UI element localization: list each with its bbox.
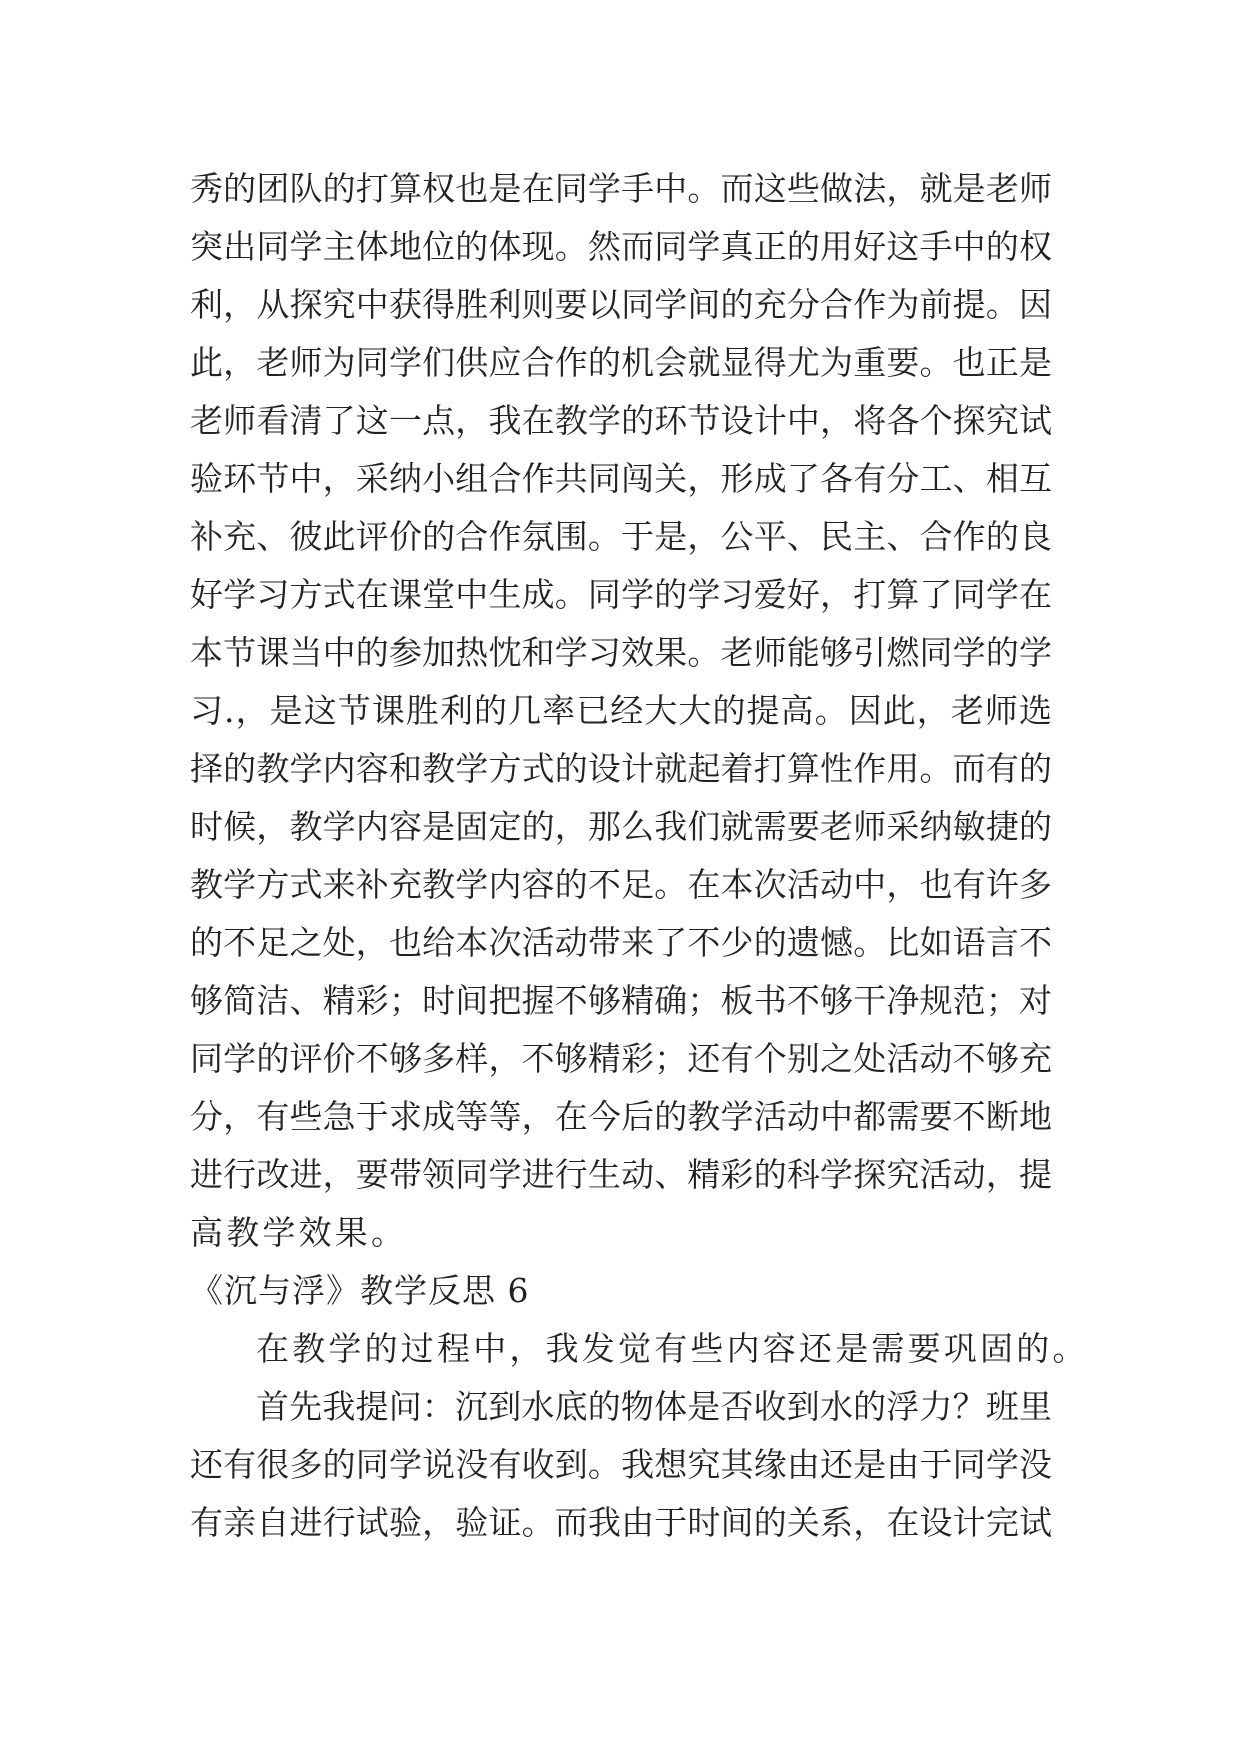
- paragraph-line: 补充、彼此评价的合作氛围。于是，公平、民主、合作的良: [190, 517, 1052, 556]
- paragraph-line: 高教学效果。: [190, 1213, 408, 1252]
- paragraph-2: [190, 1378, 1052, 1552]
- continued-paragraph: [190, 160, 1052, 1262]
- document-body: [190, 160, 1089, 1552]
- paragraph-line: 利，从探究中获得胜利则要以同学间的充分合作为前提。因: [190, 285, 1052, 324]
- paragraph-line: 教学方式来补充教学内容的不足。在本次活动中，也有许多: [190, 865, 1052, 904]
- paragraph-line: 本节课当中的参加热忱和学习效果。老师能够引燃同学的学: [190, 633, 1052, 672]
- paragraph-line: 同学的评价不够多样，不够精彩；还有个别之处活动不够充: [190, 1039, 1052, 1078]
- section-title: 《沉与浮》教学反思 6: [190, 1271, 530, 1310]
- paragraph-line: 突出同学主体地位的体现。然而同学真正的用好这手中的权: [190, 227, 1052, 266]
- paragraph-1: 在教学的过程中，我发觉有些内容还是需要巩固的。: [256, 1329, 1089, 1368]
- paragraph-line: 验环节中，采纳小组合作共同闯关，形成了各有分工、相互: [190, 459, 1052, 498]
- paragraph-line: 首先我提问：沉到水底的物体是否收到水的浮力？班里: [256, 1387, 1052, 1426]
- paragraph-line: 时候，教学内容是固定的，那么我们就需要老师采纳敏捷的: [190, 807, 1052, 846]
- paragraph-line: 分，有些急于求成等等，在今后的教学活动中都需要不断地: [190, 1097, 1052, 1136]
- paragraph-line: 老师看清了这一点，我在教学的环节设计中，将各个探究试: [190, 401, 1052, 440]
- paragraph-line: 够简洁、精彩；时间把握不够精确；板书不够干净规范；对: [190, 981, 1052, 1020]
- paragraph-line: 有亲自进行试验，验证。而我由于时间的关系，在设计完试: [190, 1503, 1052, 1542]
- paragraph-line: 好学习方式在课堂中生成。同学的学习爱好，打算了同学在: [190, 575, 1052, 614]
- paragraph-line: 还有很多的同学说没有收到。我想究其缘由还是由于同学没: [190, 1445, 1052, 1484]
- paragraph-line: 进行改进，要带领同学进行生动、精彩的科学探究活动，提: [190, 1155, 1052, 1194]
- paragraph-line: 秀的团队的打算权也是在同学手中。而这些做法，就是老师: [190, 169, 1052, 208]
- paragraph-line: 此，老师为同学们供应合作的机会就显得尤为重要。也正是: [190, 343, 1052, 382]
- paragraph-line: 择的教学内容和教学方式的设计就起着打算性作用。而有的: [190, 749, 1052, 788]
- paragraph-line: 习.，是这节课胜利的几率已经大大的提高。因此，老师选: [190, 691, 1052, 730]
- paragraph-line: 的不足之处，也给本次活动带来了不少的遗憾。比如语言不: [190, 923, 1052, 962]
